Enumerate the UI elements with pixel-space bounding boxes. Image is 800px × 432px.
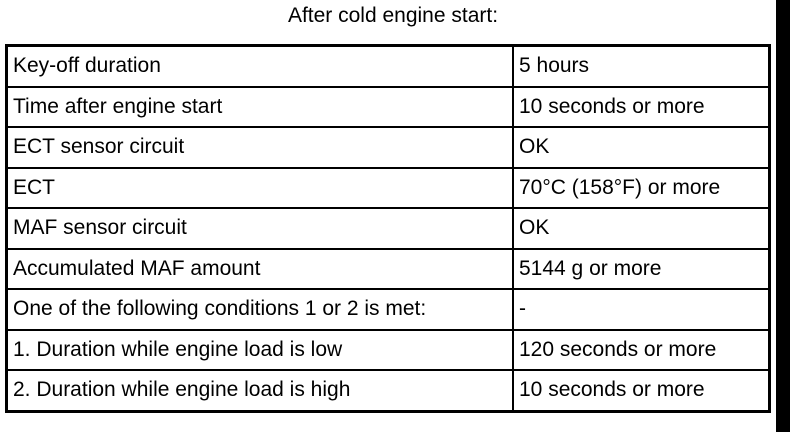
table-row bbox=[7, 127, 770, 168]
condition-value: 10 seconds or more bbox=[513, 87, 770, 128]
table-row bbox=[7, 330, 770, 371]
condition-label: One of the following conditions 1 or 2 is met: bbox=[7, 289, 514, 330]
condition-label: 1. Duration while engine load is low bbox=[7, 330, 514, 371]
condition-value: 5 hours bbox=[513, 46, 770, 87]
condition-label: ECT sensor circuit bbox=[7, 127, 514, 168]
condition-value: 10 seconds or more bbox=[513, 370, 770, 411]
table-row bbox=[7, 370, 770, 411]
condition-label: 2. Duration while engine load is high bbox=[7, 370, 514, 411]
condition-label: Accumulated MAF amount bbox=[7, 249, 514, 290]
condition-value: OK bbox=[513, 208, 770, 249]
table-caption: After cold engine start: bbox=[287, 4, 499, 27]
condition-value: 70°C (158°F) or more bbox=[513, 168, 770, 209]
condition-label: MAF sensor circuit bbox=[7, 208, 514, 249]
conditions-table bbox=[5, 44, 771, 413]
table-row bbox=[7, 87, 770, 128]
condition-label: Time after engine start bbox=[7, 87, 514, 128]
table-row bbox=[7, 289, 770, 330]
condition-value: OK bbox=[513, 127, 770, 168]
condition-value: - bbox=[513, 289, 770, 330]
condition-label: Key-off duration bbox=[7, 46, 514, 87]
table-row bbox=[7, 46, 770, 87]
table-row bbox=[7, 208, 770, 249]
condition-value: 120 seconds or more bbox=[513, 330, 770, 371]
page-edge-bar bbox=[776, 0, 790, 432]
table-row bbox=[7, 168, 770, 209]
table-row bbox=[7, 249, 770, 290]
condition-value: 5144 g or more bbox=[513, 249, 770, 290]
condition-label: ECT bbox=[7, 168, 514, 209]
